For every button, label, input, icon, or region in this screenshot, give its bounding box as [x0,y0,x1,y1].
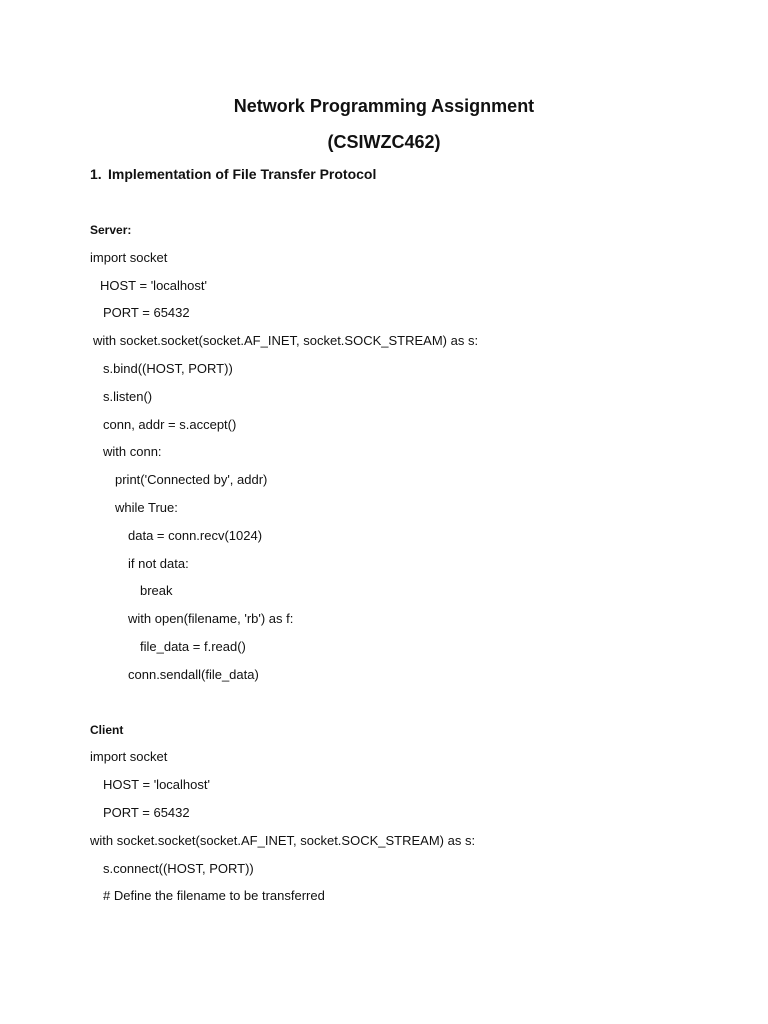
code-line: if not data: [128,556,189,571]
code-line: PORT = 65432 [103,805,190,820]
code-line: print('Connected by', addr) [115,472,268,487]
document-title: Network Programming Assignment [233,96,535,116]
code-line: HOST = 'localhost' [103,777,210,792]
code-line: s.listen() [103,389,153,404]
code-line: conn.sendall(file_data) [128,667,259,682]
code-line: conn, addr = s.accept() [103,417,237,432]
code-line: import socket [90,749,168,764]
code-line: with socket.socket(socket.AF_INET, socket.SOCK_STREAM) as s: [90,833,476,848]
section-heading [90,165,376,183]
code-line: s.connect((HOST, PORT)) [103,861,254,876]
code-line: data = conn.recv(1024) [128,528,263,543]
code-line: HOST = 'localhost' [100,278,207,293]
code-line: s.bind((HOST, PORT)) [103,361,233,376]
code-line: break [140,583,173,598]
section-number: 1. [90,166,102,182]
code-line: with open(filename, 'rb') as f: [128,611,294,626]
code-line: with conn: [103,444,162,459]
client-label: Client [90,723,124,737]
code-line: with socket.socket(socket.AF_INET, socket.SOCK_STREAM) as s: [93,333,479,348]
code-line: file_data = f.read() [140,639,246,654]
code-line: while True: [115,500,178,515]
code-line: import socket [90,250,168,265]
code-line: # Define the filename to be transferred [103,888,325,903]
code-line: PORT = 65432 [103,305,190,320]
course-code: (CSIWZC462) [327,132,441,152]
section-title: Implementation of File Transfer Protocol [108,166,377,182]
server-label: Server: [90,223,132,237]
